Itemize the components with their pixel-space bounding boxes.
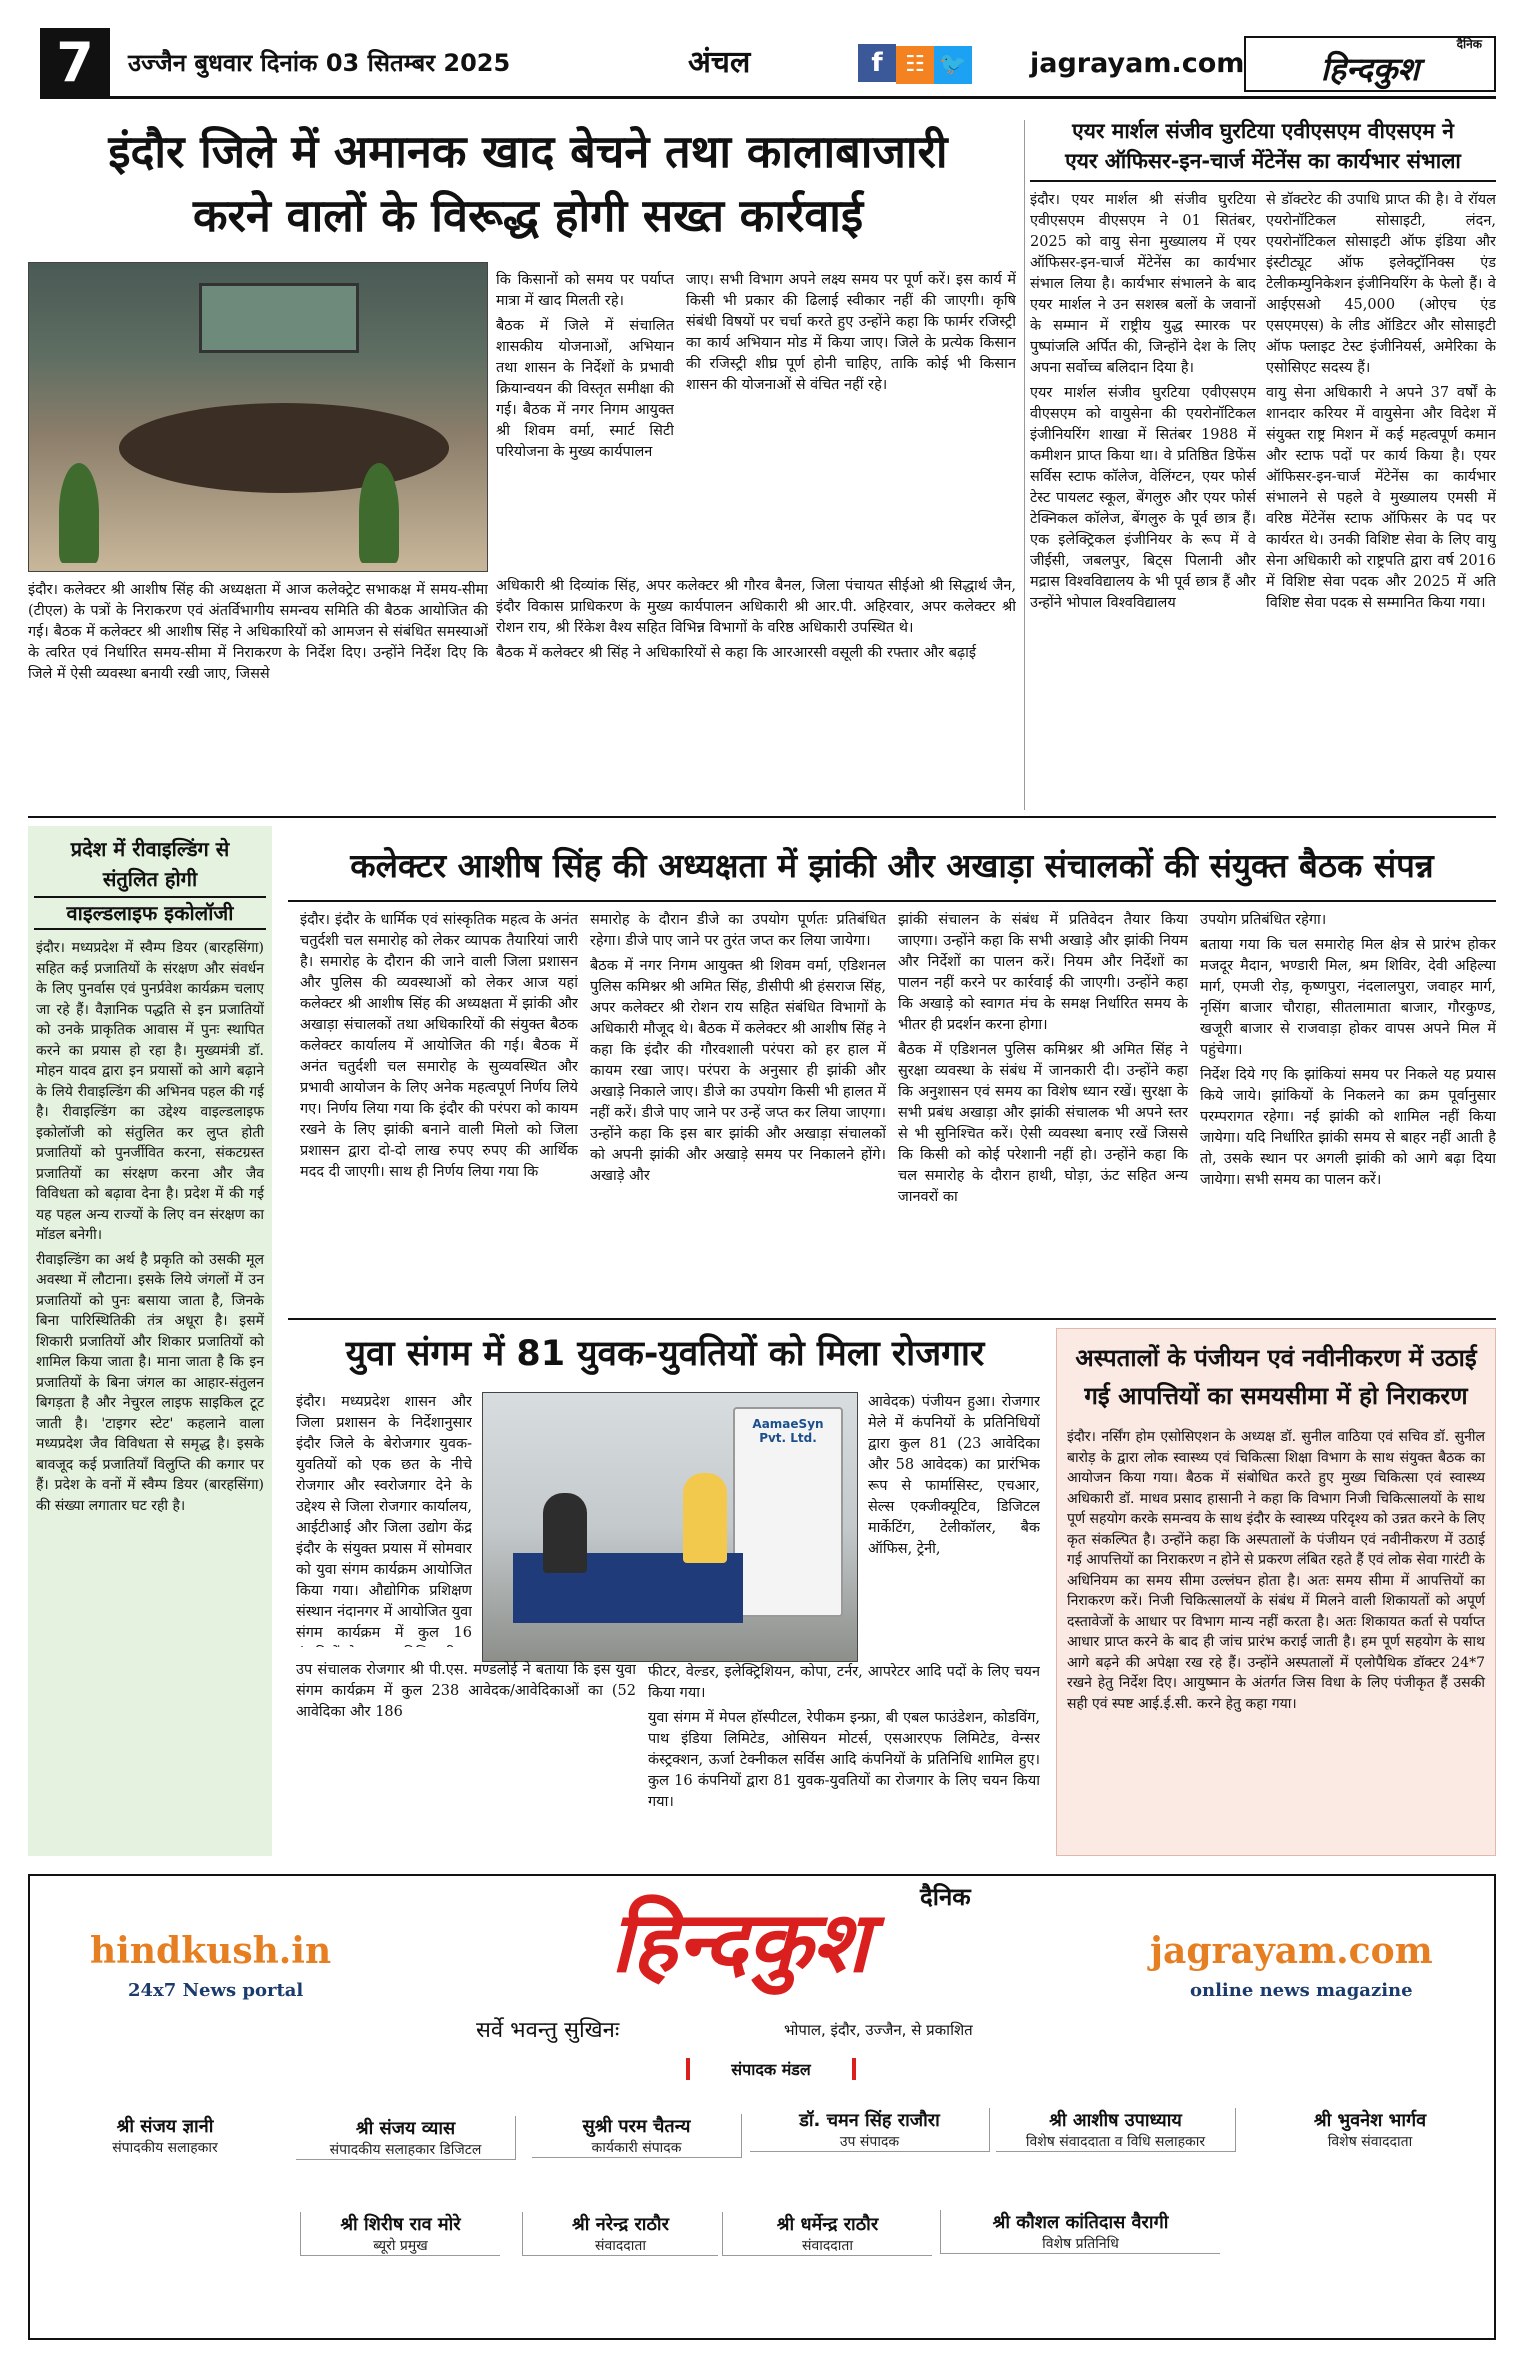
editor-card <box>996 2108 1236 2152</box>
story4-col2-text: समारोह के दौरान डीजे का उपयोग पूर्णतः प्रतिबंधित रहेगा। डीजे पाए जाने पर तुरंत जप्त कर लिया जायेगा। <box>590 912 886 949</box>
editor-card <box>532 2114 742 2158</box>
story3-headline-line3: वाइल्डलाइफ इकोलॉजी <box>34 896 266 930</box>
story2-headline-line1: एयर मार्शल संजीव घुरटिया एवीएसएम वीएसएम ने <box>1072 119 1454 143</box>
editor-role: उप संपादक <box>839 2134 900 2150</box>
story5-col1 <box>296 1392 472 1647</box>
dateline: उज्जैन बुधवार दिनांक 03 सितम्बर 2025 <box>128 49 511 77</box>
story1-headline <box>28 120 1028 248</box>
story3-headline-line2: संतुलित होगी <box>102 867 198 891</box>
footer-logo-top: दैनिक <box>920 1883 971 1911</box>
story2-headline-line2: एयर ऑफिसर-इन-चार्ज मेंटेनेंस का कार्यभार संभाला <box>1065 149 1461 173</box>
editor-card <box>1260 2108 1480 2151</box>
editor-card <box>300 2212 500 2256</box>
editor-card <box>296 2116 516 2160</box>
story5-col2-bottom-text: फीटर, वेल्डर, इलेक्ट्रिशियन, कोपा, टर्नर, आपरेटर आदि पदों के लिए चयन किया गया। <box>648 1664 1040 1701</box>
facebook-icon[interactable]: f <box>858 44 896 82</box>
story1-col3-text: जाए। सभी विभाग अपने लक्ष्य समय पर पूर्ण करें। इस कार्य में किसी भी प्रकार की ढिलाई स्वीकार नहीं की जाएगी। कृषि संबंधी विषयों पर चर्चा करते हुए उन्होंने कहा कि फार्मर रजिस्ट्री का कार्य अभियान मोड में किया जाए। जिले के प्रत्येक किसान की रजिस्ट्री शीघ्र पूर्ण होनी चाहिए, ताकि कोई भी किसान शासन की योजनाओं से वंचित नहीं रहे। <box>686 272 1016 393</box>
story5-col1-bottom-text: उप संचालक रोजगार श्री पी.एस. मण्डलोई ने बताया कि इस युवा संगम कार्यक्रम में कुल 238 आवेदक/आवेदिकाओं का (52 आवेदिका और 186 <box>296 1662 636 1720</box>
story3-body-text-b: रीवाइल्डिंग का अर्थ है प्रकृति को उसकी मूल अवस्था में लौटाना। इसके लिये जंगलों में उन प्रजातियों को पुनः बसाया जाता है, जिनके बिना पारिस्थितिकी तंत्र अधूरा है। इसमें शिकारी प्रजातियों और शिकार प्रजातियों को शामिल किया जाता है। माना जाता है कि इन प्रजातियों के बिना जंगल का आहार-संतुलन बिगड़ता है और नेचुरल लाइफ साइकिल टूट जाती है। 'टाइगर स्टेट' कहलाने वाला मध्यप्रदेश जैव विविधता से समृद्ध है। इसके बावजूद कई प्रजातियाँ विलुप्ति की कगार पर हैं। प्रदेश के वनों में स्वैम्प डियर (बारहसिंगा) की संख्या लगातार घट रही है। <box>36 1251 264 1514</box>
story5-banner-text: AamaeSyn Pvt. Ltd. <box>752 1417 824 1445</box>
story1-col2-text-a: कि किसानों को समय पर पर्याप्त मात्रा में खाद मिलती रहे। <box>496 272 674 309</box>
story2-rule <box>1030 180 1496 182</box>
story3-box <box>28 826 272 1856</box>
story1-col2-text-b: बैठक में जिले में संचालित शासकीय योजनाओं, अभियान तथा शासन के निर्देशों के प्रभावी क्रियान्वयन की विस्तृत समीक्षा की गई। बैठक में नगर निगम आयुक्त श्री शिवम वर्मा, स्मार्ट सिटी परियोजना के मुख्य कार्यपालन <box>496 318 674 460</box>
story2-col1-text-b: एयर मार्शल संजीव घुरटिया एवीएसएम वीएसएम को वायुसेना की एयरोनॉटिकल इंजीनियरिंग शाखा में सितंबर 1988 में कमीशन प्राप्त किया था। वे प्रतिष्ठित डिफेंस सर्विस स्टाफ कॉलेज, वेलिंग्टन, एयर फोर्स टेस्ट पायलट स्कूल, बेंगलुरु और एयर फोर्स टेक्निकल कॉलेज, बेंगलुरु के पूर्व छात्र हैं। एक इलेक्ट्रिकल इंजीनियर के रूप में वे जीईसी, जबलपुर, बिट्स पिलानी और मद्रास विश्वविद्यालय के भी पूर्व छात्र हैं और उन्होंने भोपाल विश्वविद्यालय <box>1030 385 1256 611</box>
story6-headline-line1: अस्पतालों के पंजीयन एवं नवीनीकरण में उठाई <box>1075 1344 1477 1372</box>
footer-published: भोपाल, इंदौर, उज्जैन, से प्रकाशित <box>784 2021 973 2039</box>
story5-col1-text: इंदौर। मध्यप्रदेश शासन और जिला प्रशासन के निर्देशानुसार इंदौर जिले के बेरोजगार युवक-युवतियों को एक छत के नीचे रोजगार और स्वरोजगार देने के उद्देश्य से जिला रोजगार कार्यालय, आईटीआई और जिला उद्योग केंद्र इंदौर के संयुक्त प्रयास में सोमवार को युवा संगम कार्यक्रम आयोजित किया गया। औद्योगिक प्रशिक्षण संस्थान नंदानगर में आयोजित युवा संगम कार्यक्रम में कुल 16 <box>296 1394 472 1641</box>
footer-board-title: संपादक मंडल <box>686 2058 856 2080</box>
masthead-rule <box>40 96 1496 99</box>
editor-card <box>750 2108 990 2152</box>
editor-role: विशेष प्रतिनिधि <box>1042 2236 1119 2252</box>
editor-role: ब्यूरो प्रमुख <box>373 2238 428 2254</box>
story1-col2-bottom <box>496 576 1016 806</box>
story5-col2-bottom <box>648 1662 1040 1858</box>
editor-role: कार्यकारी संपादक <box>591 2140 682 2156</box>
story6-box <box>1056 1328 1496 1856</box>
editor-card <box>60 2114 270 2157</box>
story4-col1-text: इंदौर। इंदौर के धार्मिक एवं सांस्कृतिक महत्व के अनंत चतुर्दशी चल समारोह को लेकर व्यापक तैयारियां जारी है। समारोह के दौरान की जाने वाली जिला प्रशासन और पुलिस की व्यवस्थाओं को लेकर आज यहां कलेक्टर श्री आशीष सिंह की अध्यक्षता में झांकी और अखाड़ा संचालकों तथा अधिकारियों की संयुक्त बैठक कलेक्टर कार्यालय में आयोजित की गई। बैठक में अनंत चतुर्दशी चल समारोह के सुव्यवस्थित और प्रभावी आयोजन के लिए अनेक महत्वपूर्ण निर्णय लिये गए। निर्णय लिया गया कि इंदौर की परंपरा को कायम रखने के लिए झांकी बनाने वाली मिलो को जिला प्रशासन द्वारा दो-दो लाख रुपए रुपए की आर्थिक मदद दी जाएगी। साथ ही निर्णय लिया गया कि <box>300 912 578 1180</box>
story3-body <box>28 934 272 1849</box>
section-name: अंचल <box>688 45 751 80</box>
story4-col2 <box>590 910 886 1315</box>
story5-job-fair-photo <box>482 1392 858 1662</box>
story4-rule <box>288 900 1496 902</box>
story1-col2 <box>496 270 674 570</box>
editor-name: श्री शिरीष राव मोरे <box>340 2214 461 2235</box>
story3-headline <box>28 826 272 934</box>
story1-headline-line2: करने वालों के विरूद्ध होगी सख्त कार्रवाई <box>192 189 864 242</box>
editor-name: श्री नरेन्द्र राठौर <box>572 2214 669 2235</box>
story1-col2-text-c: अधिकारी श्री दिव्यांक सिंह, अपर कलेक्टर श्री गौरव बैनल, जिला पंचायत सीईओ श्री सिद्धार्थ जैन, इंदौर विकास प्राधिकरण के मुख्य कार्यपालन अधिकारी श्री आर.पी. अहिरवार, अपर कलेक्टर श्री रोशन राय, श्री रिंकेश वैश्य सहित विभिन्न विभागों के वरिष्ठ अधिकारी उपस्थित थे। <box>496 578 1016 636</box>
story1-divider <box>1024 120 1025 810</box>
editor-name: श्री आशीष उपाध्याय <box>1049 2110 1182 2131</box>
story6-body <box>1057 1421 1495 1851</box>
masthead-logo-text: हिन्दकुश <box>1320 50 1420 88</box>
footer-logo: हिन्दकुश <box>610 1893 870 1991</box>
section-rule-2 <box>288 1318 1496 1320</box>
story1-col1-text: इंदौर। कलेक्टर श्री आशीष सिंह की अध्यक्षता में आज कलेक्ट्रेट सभाकक्ष में समय-सीमा (टीएल) के पत्रों के निराकरण एवं अंतर्विभागीय समन्वय समिति की बैठक आयोजित की गई। बैठक में कलेक्टर श्री आशीष सिंह ने अधिकारियों को आमजन से संबंधित समस्याओं के त्वरित एवं निर्धारित समय-सीमा में निराकरण के निर्देश दिए। उन्होंने निर्देश दिए कि जिले में ऐसी व्यवस्था बनायी रखी जाए, जिससे <box>28 582 488 682</box>
story4-col2-text-b: बैठक में नगर निगम आयुक्त श्री शिवम वर्मा, एडिशनल पुलिस कमिश्नर श्री अमित सिंह, डीसीपी श्री हंसराज सिंह, अपर कलेक्टर श्री रोशन राय सहित संबंधित विभागों के अधिकारी मौजूद थे। बैठक में कलेक्टर श्री आशीष सिंह ने कहा कि इंदौर की गौरवशाली परंपरा को हर हाल में कायम रखा जाए। परंपरा के अनुसार ही झांकी और अखाड़े निकाले जाए। डीजे का उपयोग किसी भी हालत में नहीं करें। डीजे पाए जाने पर उन्हें जप्त कर लिया जाएगा। उन्होंने कहा कि इस बार झांकी और अखाड़ा संचालकों को अपनी झांकी और अखाड़े समय पर निकालने होंगे। अखाड़े और <box>590 958 886 1184</box>
rss-icon[interactable]: ☷ <box>896 46 934 84</box>
editor-card <box>940 2210 1220 2254</box>
story2-col2-text: से डॉक्टरेट की उपाधि प्राप्त की है। वे रॉयल एयरोनॉटिकल सोसाइटी, लंदन, एयरोनॉटिकल सोसाइटी ऑफ इंडिया और इंस्टीट्यूट ऑफ इलेक्ट्रॉनिक्स एंड टेलीकम्युनिकेशन इंजीनियरिंग के फेलो हैं। वे आईएसओ 45,000 (ओएच एंड एसएमएस) के लीड ऑडिटर और सोसाइटी ऑफ फ्लाइट टेस्ट इंजीनियर्स, अमेरिका के एसोसिएट सदस्य हैं। <box>1266 192 1496 376</box>
editor-name: डॉ. चमन सिंह राजौरा <box>799 2110 940 2131</box>
section-rule-1 <box>28 816 1496 818</box>
story6-body-text: इंदौर। नर्सिंग होम एसोसिएशन के अध्यक्ष डॉ. सुनील वाठिया एवं सचिव डॉ. सुनील बारोड़ के द्वारा लोक स्वास्थ्य एवं चिकित्सा शिक्षा विभाग के साथ संयुक्त बैठक का आयोजन किया गया। बैठक में संबोधित करते हुए मुख्य चिकित्सा एवं स्वास्थ्य अधिकारी डॉ. माधव प्रसाद हासानी ने कहा कि विभाग निजी चिकित्सालयों के साथ पूर्ण सहयोग करके समन्वय के साथ इंदौर के स्वास्थ्य परिदृश्य को उन्नत करने के लिए कृत संकल्पित है। उन्होंने कहा कि अस्पतालों के पंजीयन एवं नवीनीकरण में उठाई गई आपत्तियों का निराकरण न होने से प्रकरण लंबित रहते हैं एवं लोक सेवा गारंटी के अधिनियम का समय सीमा उल्लंघन होता है। अतः समय सीमा में आपत्तियों का निराकरण करें। निजी चिकित्सालयों के संबंध में मिलने वाली शिकायतों को अपूर्ण दस्तावेजों के आधार पर विभाग मान्य नहीं करता है। अतः शिकायत कर्ता से पर्याप्त आधार प्राप्त करने के बाद ही जांच प्रारंभ कराई जाती है। हम पूर्ण सहयोग के साथ आगे बढ़ने की अपेक्षा रख रहे हैं। उन्होंने अस्पतालों में एलोपैथिक डॉक्टर 24*7 रखने हेतु निर्देश दिए। आयुष्मान के अंतर्गत जिस विधा के लिए पंजीकृत हैं उसकी सही एवं स्पष्ट आई.ई.सी. करने हेतु कहा गया। <box>1067 1429 1485 1712</box>
editor-name: श्री संजय ज्ञानी <box>116 2116 214 2137</box>
story5-col2-bottom-text-c: युवा संगम में मेपल हॉस्पीटल, रेपीकम इन्फ्रा, बी एबल फाउंडेशन, कोडविंग, पाथ इंडिया लिमिटेड, ओसियन मोटर्स, एसआरएफ लिमिटेड, वेन्सर कंस्ट्रक्शन, ऊर्जा टेक्नीकल सर्विस आदि कंपनियों के प्रतिनिधि शामिल हुए। कुल 16 कंपनियों द्वारा 81 युवक-युवतियों का रोजगार के लिए चयन किया गया। <box>648 1710 1040 1810</box>
story5-col1-bottom <box>296 1660 636 1860</box>
story5-col2-top <box>868 1392 1040 1660</box>
story2-col2-text-b: वायु सेना अधिकारी ने अपने 37 वर्षों के शानदार करियर में वायुसेना और विदेश में संयुक्त राष्ट्र मिशन में कई महत्वपूर्ण कमान और स्टाफ पदों पर कार्य किया है। एयर ऑफिसर-इन-चार्ज मेंटेनेंस का कार्यभार संभालने से पहले वे मुख्यालय एमसी में वरिष्ठ मेंटेनेंस स्टाफ ऑफिसर के पद पर कार्यरत थे। उनकी विशिष्ट सेवा के लिए वायु सेना अधिकारी को राष्ट्रपति द्वारा वर्ष 2016 में विशिष्ट सेवा पदक और 2025 में अति विशिष्ट सेवा पदक से सम्मानित किया गया। <box>1266 385 1496 611</box>
editor-name: श्री संजय व्यास <box>355 2118 456 2139</box>
story2-col1-text: इंदौर। एयर मार्शल श्री संजीव घुरटिया एवीएसएम वीएसएम ने 01 सितंबर, 2025 को वायु सेना मुख्यालय में एयर ऑफिसर-इन-चार्ज मेंटेनेंस का कार्यभार संभाल लिया है। कार्यभार संभालने के बाद एयर मार्शल ने उन सशस्त्र बलों के जवानों के सम्मान में राष्ट्रीय युद्ध स्मारक पर पुष्पांजलि अर्पित की, जिन्होंने देश के लिए अपना सर्वोच्च बलिदान दिया है। <box>1030 192 1256 376</box>
editor-role: संपादकीय सलाहकार डिजिटल <box>329 2142 482 2158</box>
story6-headline-line2: गई आपत्तियों का समयसीमा में हो निराकरण <box>1084 1382 1468 1410</box>
story1-headline-line1: इंदौर जिले में अमानक खाद बेचने तथा कालाबाजारी <box>108 125 948 178</box>
footer-left-sub: 24x7 News portal <box>128 1980 304 2001</box>
story1-col3 <box>686 270 1016 570</box>
masthead-logo <box>1244 36 1496 92</box>
editor-role: संवाददाता <box>595 2238 646 2254</box>
story2-headline <box>1030 116 1496 176</box>
story3-body-text: इंदौर। मध्यप्रदेश में स्वैम्प डियर (बारहसिंगा) सहित कई प्रजातियों के संरक्षण और संवर्धन के लिए पुनर्वास एवं पुनर्प्रवेश कार्यक्रम चलाए जा रहे हैं। वैज्ञानिक पद्धति से इन प्रजातियों को उनके प्राकृतिक आवास में पुनः स्थापित करने का प्रयास हो रहा है। मुख्यमंत्री डॉ. मोहन यादव द्वारा इन प्रयासों को आगे बढ़ाने के लिये रीवाइल्डिंग की अभिनव पहल की गई है। रीवाइल्डिंग का उद्देश्य वाइल्डलाइफ इकोलॉजी को संतुलित कर लुप्त होती प्रजातियों को पुनर्जीवित करना, संकटग्रस्त प्रजातियों का संरक्षण करना और जैव विविधता को बढ़ावा देना है। प्रदेश में की गई यह पहल अन्य राज्यों के लिए वन संरक्षण का मॉडल बनेगी। <box>36 940 264 1243</box>
masthead-logo-top: दैनिक <box>1456 37 1482 51</box>
story4-col4-text-c: निर्देश दिये गए कि झांकियां समय पर निकले यह प्रयास किये जाये। झांकियों के निकलने का क्रम पूर्वानुसार परम्परागत रहेगा। नई झांकी को शामिल नहीं किया जायेगा। यदि निर्धारित झांकी समय से बाहर नहीं आती है तो, उसके स्थान पर अगली झांकी को आगे बढ़ा दिया जायेगा। सभी समय का पालन करें। <box>1200 1067 1496 1188</box>
twitter-icon[interactable]: 🐦 <box>934 46 972 84</box>
editor-role: संपादकीय सलाहकार <box>112 2140 218 2156</box>
editor-role: संवाददाता <box>802 2238 853 2254</box>
story1-meeting-photo <box>28 262 488 572</box>
editor-name: श्री धर्मेन्द्र राठौर <box>776 2214 879 2235</box>
editor-card <box>522 2212 718 2256</box>
story1-col2-text-d: बैठक में कलेक्टर श्री सिंह ने अधिकारियों से कहा कि आरआरसी वसूली की रफ्तार और बढ़ाई <box>496 645 977 661</box>
story4-col4-text: उपयोग प्रतिबंधित रहेगा। <box>1200 912 1327 928</box>
story4-col4-text-b: बताया गया कि चल समारोह मिल क्षेत्र से प्रारंभ होकर मजदूर मैदान, भण्डारी मिल, श्रम शिविर, देवी अहिल्या मार्ग, एमजी रोड़, कृष्णपुरा, नंदलालपुरा, जवाहर मार्ग, नृसिंग बाजार चौराहा, सीतलामाता बाजार, गौरकुण्ड, खजूरी बाजार से राजवाड़ा होकर वापस अपने मिल में पहुंचेगा। <box>1200 937 1496 1058</box>
story4-col3 <box>898 910 1188 1315</box>
story3-headline-line1: प्रदेश में रीवाइल्डिंग से <box>70 837 230 861</box>
editor-name: श्री भुवनेश भार्गव <box>1313 2110 1427 2131</box>
story5-headline: युवा संगम में 81 युवक-युवतियों को मिला रोजगार <box>345 1334 985 1374</box>
editor-card <box>722 2212 932 2256</box>
story2-col1 <box>1030 190 1256 810</box>
story4-col4 <box>1200 910 1496 1315</box>
masthead-website[interactable]: jagrayam.com <box>1030 48 1245 79</box>
editor-name: सुश्री परम चैतन्य <box>582 2116 691 2137</box>
story5-col2-top-text: आवेदक) पंजीयन हुआ। रोजगार मेले में कंपनियों के प्रतिनिधियों द्वारा कुल 81 (23 आवेदिका और 58 आवेदक) का प्रारंभिक रूप से फार्मासिस्ट, एचआर, सेल्स एक्जीक्यूटिव, डिजिटल मार्केटिंग, टेलीकॉलर, बैक ऑफिस, ट्रेनी, <box>868 1394 1040 1557</box>
story4-col1 <box>300 910 578 1315</box>
footer-right-site[interactable]: jagrayam.com <box>1150 1930 1433 1972</box>
footer-right-sub: online news magazine <box>1190 1980 1413 2001</box>
editor-role: विशेष संवाददाता व विधि सलाहकार <box>1025 2134 1206 2150</box>
story4-col3-text-b: बैठक में एडिशनल पुलिस कमिश्नर श्री अमित सिंह ने सुरक्षा व्यवस्था के संबंध में जानकारी दी। उन्होंने कहा कि अनुशासन एवं समय का विशेष ध्यान रखें। सुरक्षा के सभी प्रबंध अखाड़ा और झांकी संचालक भी अपने स्तर से भी सुनिश्चित करें। ऐसी व्यवस्था बनाए रखें जिससे कि किसी को कोई परेशानी नहीं हो। उन्होंने कहा कि चल समारोह के दौरान हाथी, घोड़ा, ऊंट सहित अन्य जानवरों का <box>898 1042 1188 1205</box>
footer-left-site[interactable]: hindkush.in <box>90 1930 332 1972</box>
story2-col2 <box>1266 190 1496 810</box>
story1-col1 <box>28 580 488 810</box>
story4-col3-text: झांकी संचालन के संबंध में प्रतिवेदन तैयार किया जाएगा। उन्होंने कहा कि सभी अखाड़े और झांकी नियम और निर्देशों का पालन करें। नियम और निर्देशों का पालन नहीं करने पर कार्रवाई की जाएगी। उन्होंने कहा कि अखाड़े को स्वागत मंच के समक्ष निर्धारित समय के भीतर ही प्रदर्शन करना होगा। <box>898 912 1188 1033</box>
editor-name: श्री कौशल कांतिदास वैरागी <box>992 2212 1169 2233</box>
page-number: 7 <box>40 28 110 98</box>
story6-headline <box>1057 1329 1495 1421</box>
editor-role: विशेष संवाददाता <box>1327 2134 1413 2150</box>
footer-motto: सर्वे भवन्तु सुखिनः <box>476 2018 620 2043</box>
social-icons <box>858 44 972 82</box>
story4-headline: कलेक्टर आशीष सिंह की अध्यक्षता में झांकी और अखाड़ा संचालकों की संयुक्त बैठक संपन्न <box>350 846 1434 885</box>
